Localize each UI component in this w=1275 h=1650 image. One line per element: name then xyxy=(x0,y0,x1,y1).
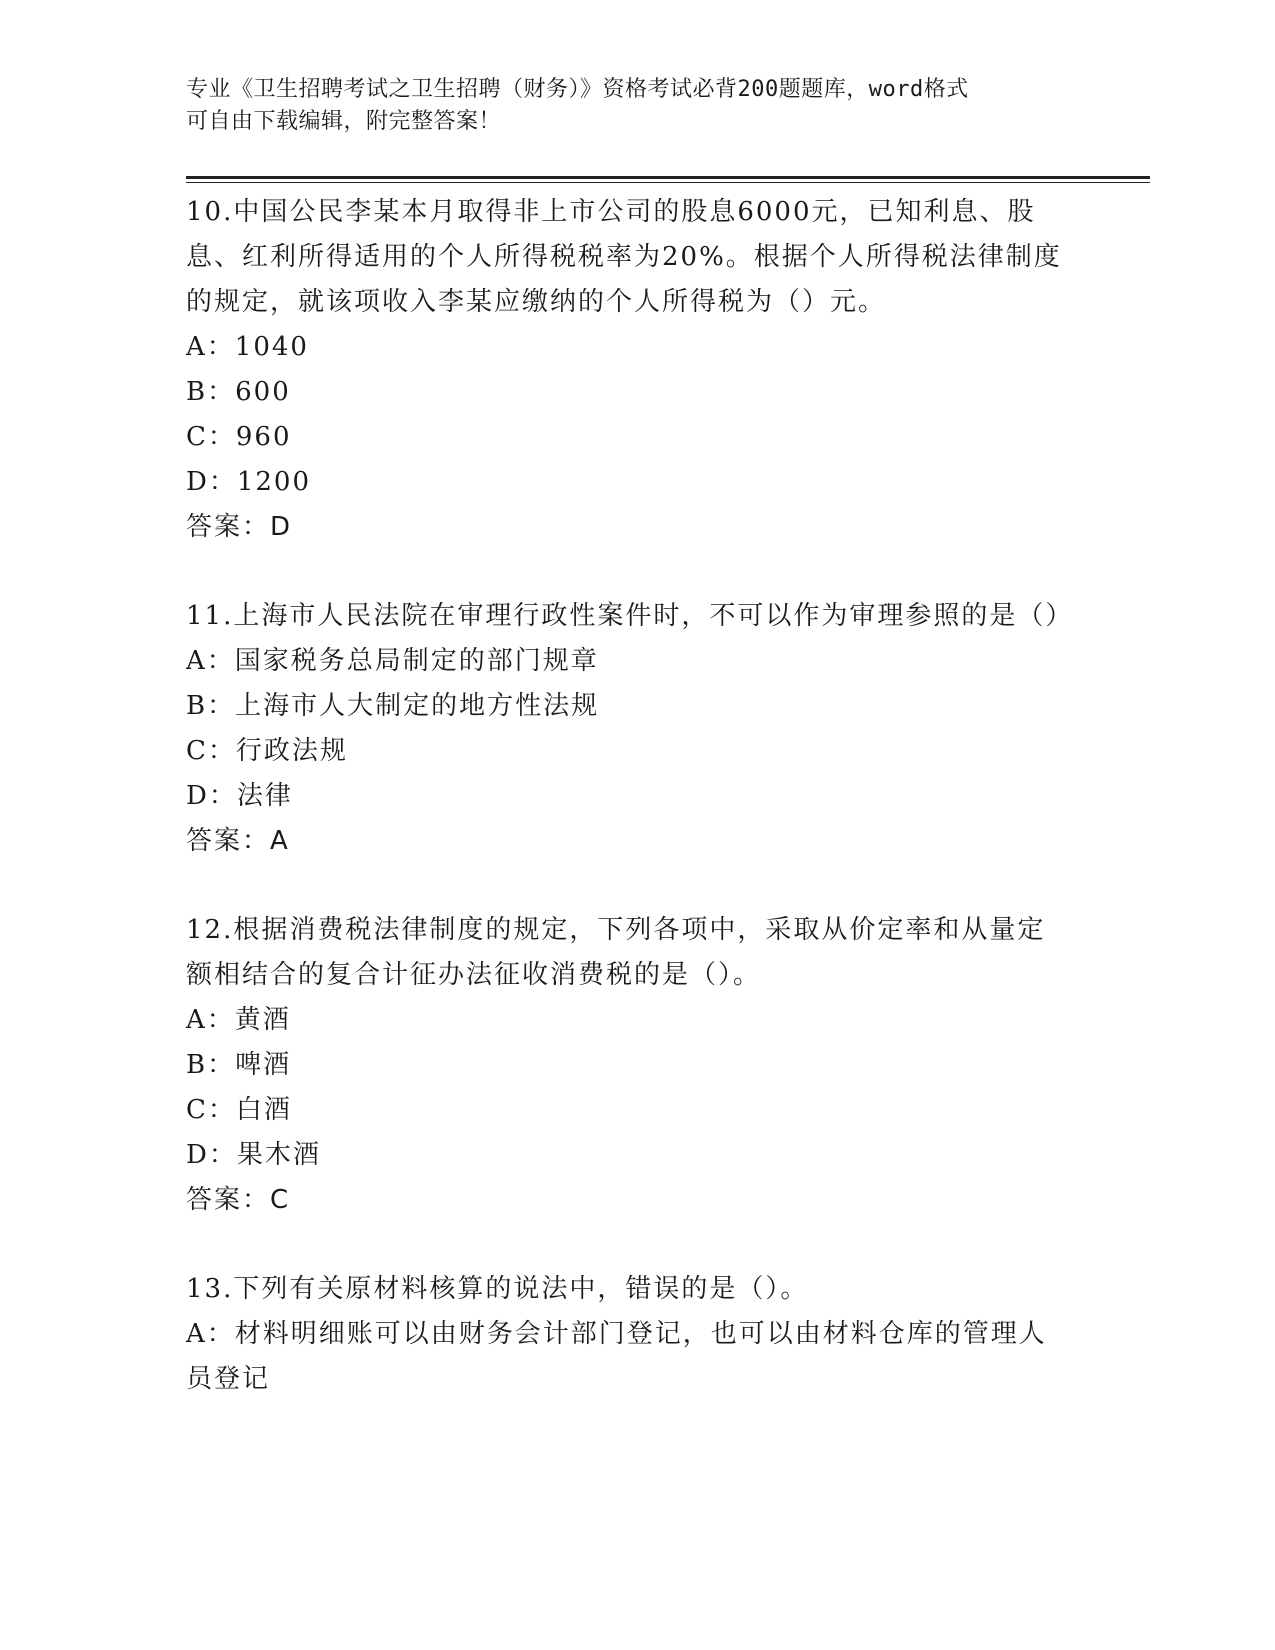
question-stem: 10.中国公民李某本月取得非上市公司的股息6000元，已知利息、股息、红利所得适用的个人所得税税率为20%。根据个人所得税法律制度的规定，就该项收入李某应缴纳的个人所得税为（）元。 xyxy=(186,197,1062,317)
question-13 xyxy=(186,1267,1066,1402)
answer-line: 答案：D xyxy=(186,512,293,542)
question-stem: 13.下列有关原材料核算的说法中，错误的是（）。 xyxy=(186,1274,809,1304)
question-list xyxy=(186,190,1074,1446)
option-d: D：果木酒 xyxy=(186,1140,321,1170)
option-c: C：行政法规 xyxy=(186,736,348,766)
option-d: D：1200 xyxy=(186,467,312,497)
option-a: A：1040 xyxy=(186,332,309,362)
option-b: B：600 xyxy=(186,377,291,407)
header-divider-thin xyxy=(186,182,1150,183)
option-a: A：黄酒 xyxy=(186,1005,291,1035)
option-d: D：法律 xyxy=(186,781,293,811)
header-divider-thick xyxy=(186,176,1150,179)
question-12 xyxy=(186,908,1066,1223)
option-c: C：960 xyxy=(186,422,292,452)
header-line-1: 专业《卫生招聘考试之卫生招聘（财务）》资格考试必背200题题库，word格式 xyxy=(186,77,969,102)
answer-line: 答案：C xyxy=(186,1185,291,1215)
answer-line: 答案：A xyxy=(186,826,290,856)
option-b: B：上海市人大制定的地方性法规 xyxy=(186,691,600,721)
header-line-2: 可自由下载编辑，附完整答案！ xyxy=(186,109,502,134)
question-stem: 11.上海市人民法院在审理行政性案件时，不可以作为审理参照的是（） xyxy=(186,601,1074,631)
option-c: C：白酒 xyxy=(186,1095,292,1125)
option-a: A：材料明细账可以由财务会计部门登记，也可以由材料仓库的管理人员登记 xyxy=(186,1319,1047,1394)
question-11 xyxy=(186,594,1074,864)
question-stem: 12.根据消费税法律制度的规定，下列各项中，采取从价定率和从量定额相结合的复合计征办法征收消费税的是（）。 xyxy=(186,915,1046,990)
option-b: B：啤酒 xyxy=(186,1050,292,1080)
question-10 xyxy=(186,190,1066,550)
option-a: A：国家税务总局制定的部门规章 xyxy=(186,646,599,676)
document-header xyxy=(186,74,1066,138)
